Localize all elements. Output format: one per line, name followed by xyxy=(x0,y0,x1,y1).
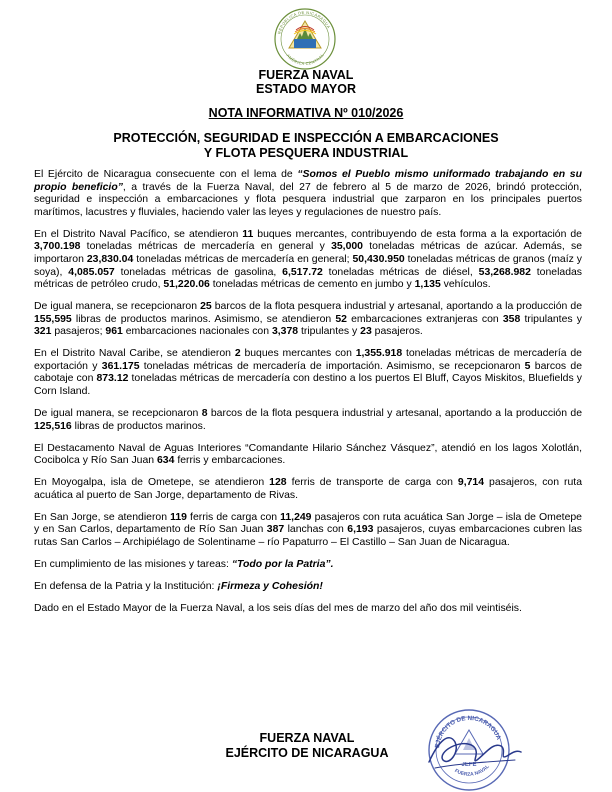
paragraph-san-jorge: En San Jorge, se atendieron 119 ferris de carga con 11,249 pasajeros con ruta acuática San Jorge – isla de Ometepe y en San Carlos, departamento de Río San Juan 387 lanchas con 6,193 pasajeros, cuyas embarcaciones cubren las rutas San Carlos – Archipiélago de Solentiname – río Papaturro – El Castillo – San Juan de Nicaragua. xyxy=(34,511,582,548)
paragraph-pacifico: En el Distrito Naval Pacífico, se atendieron 11 buques mercantes, contribuyendo de esta forma a la exportación de 3,700.198 toneladas métricas de mercadería en general y 35,000 toneladas métricas de azúcar. Además, se importaron 23,830.04 toneladas métricas de mercadería en general; 50,430.950 toneladas métricas de granos (maíz y soya), 4,085.057 toneladas métricas de gasolina, 6,517.72 toneladas métricas de diésel, 53,268.982 toneladas métricas de petróleo crudo, 51,220.06 toneladas métricas de cemento en jumbo y 1,135 vehículos. xyxy=(34,228,583,291)
stamp-text-mid: JEFE xyxy=(461,762,477,768)
title-line-1: PROTECCIÓN, SEGURIDAD E INSPECCIÓN A EMBARCACIONES xyxy=(113,131,499,145)
paragraph-defensa: En defensa de la Patria y la Institución: ¡Firmeza y Cohesión! xyxy=(34,580,323,592)
handwritten-signature xyxy=(415,722,525,778)
stamp-text-top: EJÉRCITO DE NICARAGUA xyxy=(434,714,503,749)
signature-line-1: FUERZA NAVAL xyxy=(259,731,355,745)
emblem-text-bottom: AMÉRICA CENTRAL xyxy=(285,52,325,67)
motto-quote: “Somos el Pueblo mismo uniformado trabajando en su propio beneficio” xyxy=(34,169,582,193)
emblem-text-top: REPÚBLICA DE NICARAGUA xyxy=(276,9,332,35)
nicaragua-coat-of-arms xyxy=(270,6,340,72)
title-line-2: Y FLOTA PESQUERA INDUSTRIAL xyxy=(203,146,409,160)
paragraph-intro: El Ejército de Nicaragua consecuente con el lema de “Somos el Pueblo mismo uniformado trabajando en su propio beneficio”, a través de la Fuerza Naval, del 27 de febrero al 5 de marzo de 2026, brindó protección, seguridad e inspección a embarcaciones y flota pesquera industrial que zarparon en los principales puertos marítimos, lacustres y fluviales, haciendo valer las leyes y regulaciones de nuestro país. xyxy=(34,169,582,218)
paragraph-mision: En cumplimiento de las misiones y tareas: “Todo por la Patria”. xyxy=(34,558,334,570)
paragraph-dado: Dado en el Estado Mayor de la Fuerza Naval, a los seis días del mes de marzo del año dos mil veintiséis. xyxy=(34,602,522,614)
paragraph-pacifico-pesquera: De igual manera, se recepcionaron 25 barcos de la flota pesquera industrial y artesanal, aportando a la producción de 155,595 libras de productos marinos. Asimismo, se atendieron 52 embarcaciones extranjeras con 358 tripulantes y 321 pasajeros; 961 embarcaciones nacionales con 3,378 tripulantes y 23 pasajeros. xyxy=(34,301,583,338)
document-body xyxy=(34,169,582,625)
org-unit: ESTADO MAYOR xyxy=(255,82,356,96)
paragraph-aguas-interiores: El Destacamento Naval de Aguas Interiores “Comandante Hilario Sánchez Vásquez”, atendió en los lagos Xolotlán, Cocibolca y Río San Juan 634 ferris y embarcaciones. xyxy=(34,442,582,467)
signature-block xyxy=(200,731,414,761)
paragraph-caribe: En el Distrito Naval Caribe, se atendieron 2 buques mercantes con 1,355.918 toneladas métricas de mercadería de exportación y 361.175 toneladas métricas de mercadería de importación. Asimismo, se recepcionaron 5 barcos de cabotaje con 873.12 toneladas métricas de mercadería con destino a los puertos El Bluff, Cayos Miskitos, Bluefields y Corn Island. xyxy=(34,348,583,398)
stamp-text-bottom: FUERZA NAVAL xyxy=(453,763,491,778)
signature-line-2: EJÉRCITO DE NICARAGUA xyxy=(225,746,389,760)
paragraph-caribe-pesquera: De igual manera, se recepcionaron 8 barcos de la flota pesquera industrial y artesanal, aportando a la producción de 125,516 libras de productos marinos. xyxy=(34,408,582,432)
document-number: NOTA INFORMATIVA Nº 010/2026 xyxy=(208,106,404,120)
paragraph-moyogalpa: En Moyogalpa, isla de Ometepe, se atendieron 128 ferris de transporte de carga con 9,714 pasajeros, con ruta acuática al puerto de San Jorge, departamento de Rivas. xyxy=(34,477,583,501)
document-title xyxy=(0,131,612,161)
org-name: FUERZA NAVAL xyxy=(258,68,354,82)
